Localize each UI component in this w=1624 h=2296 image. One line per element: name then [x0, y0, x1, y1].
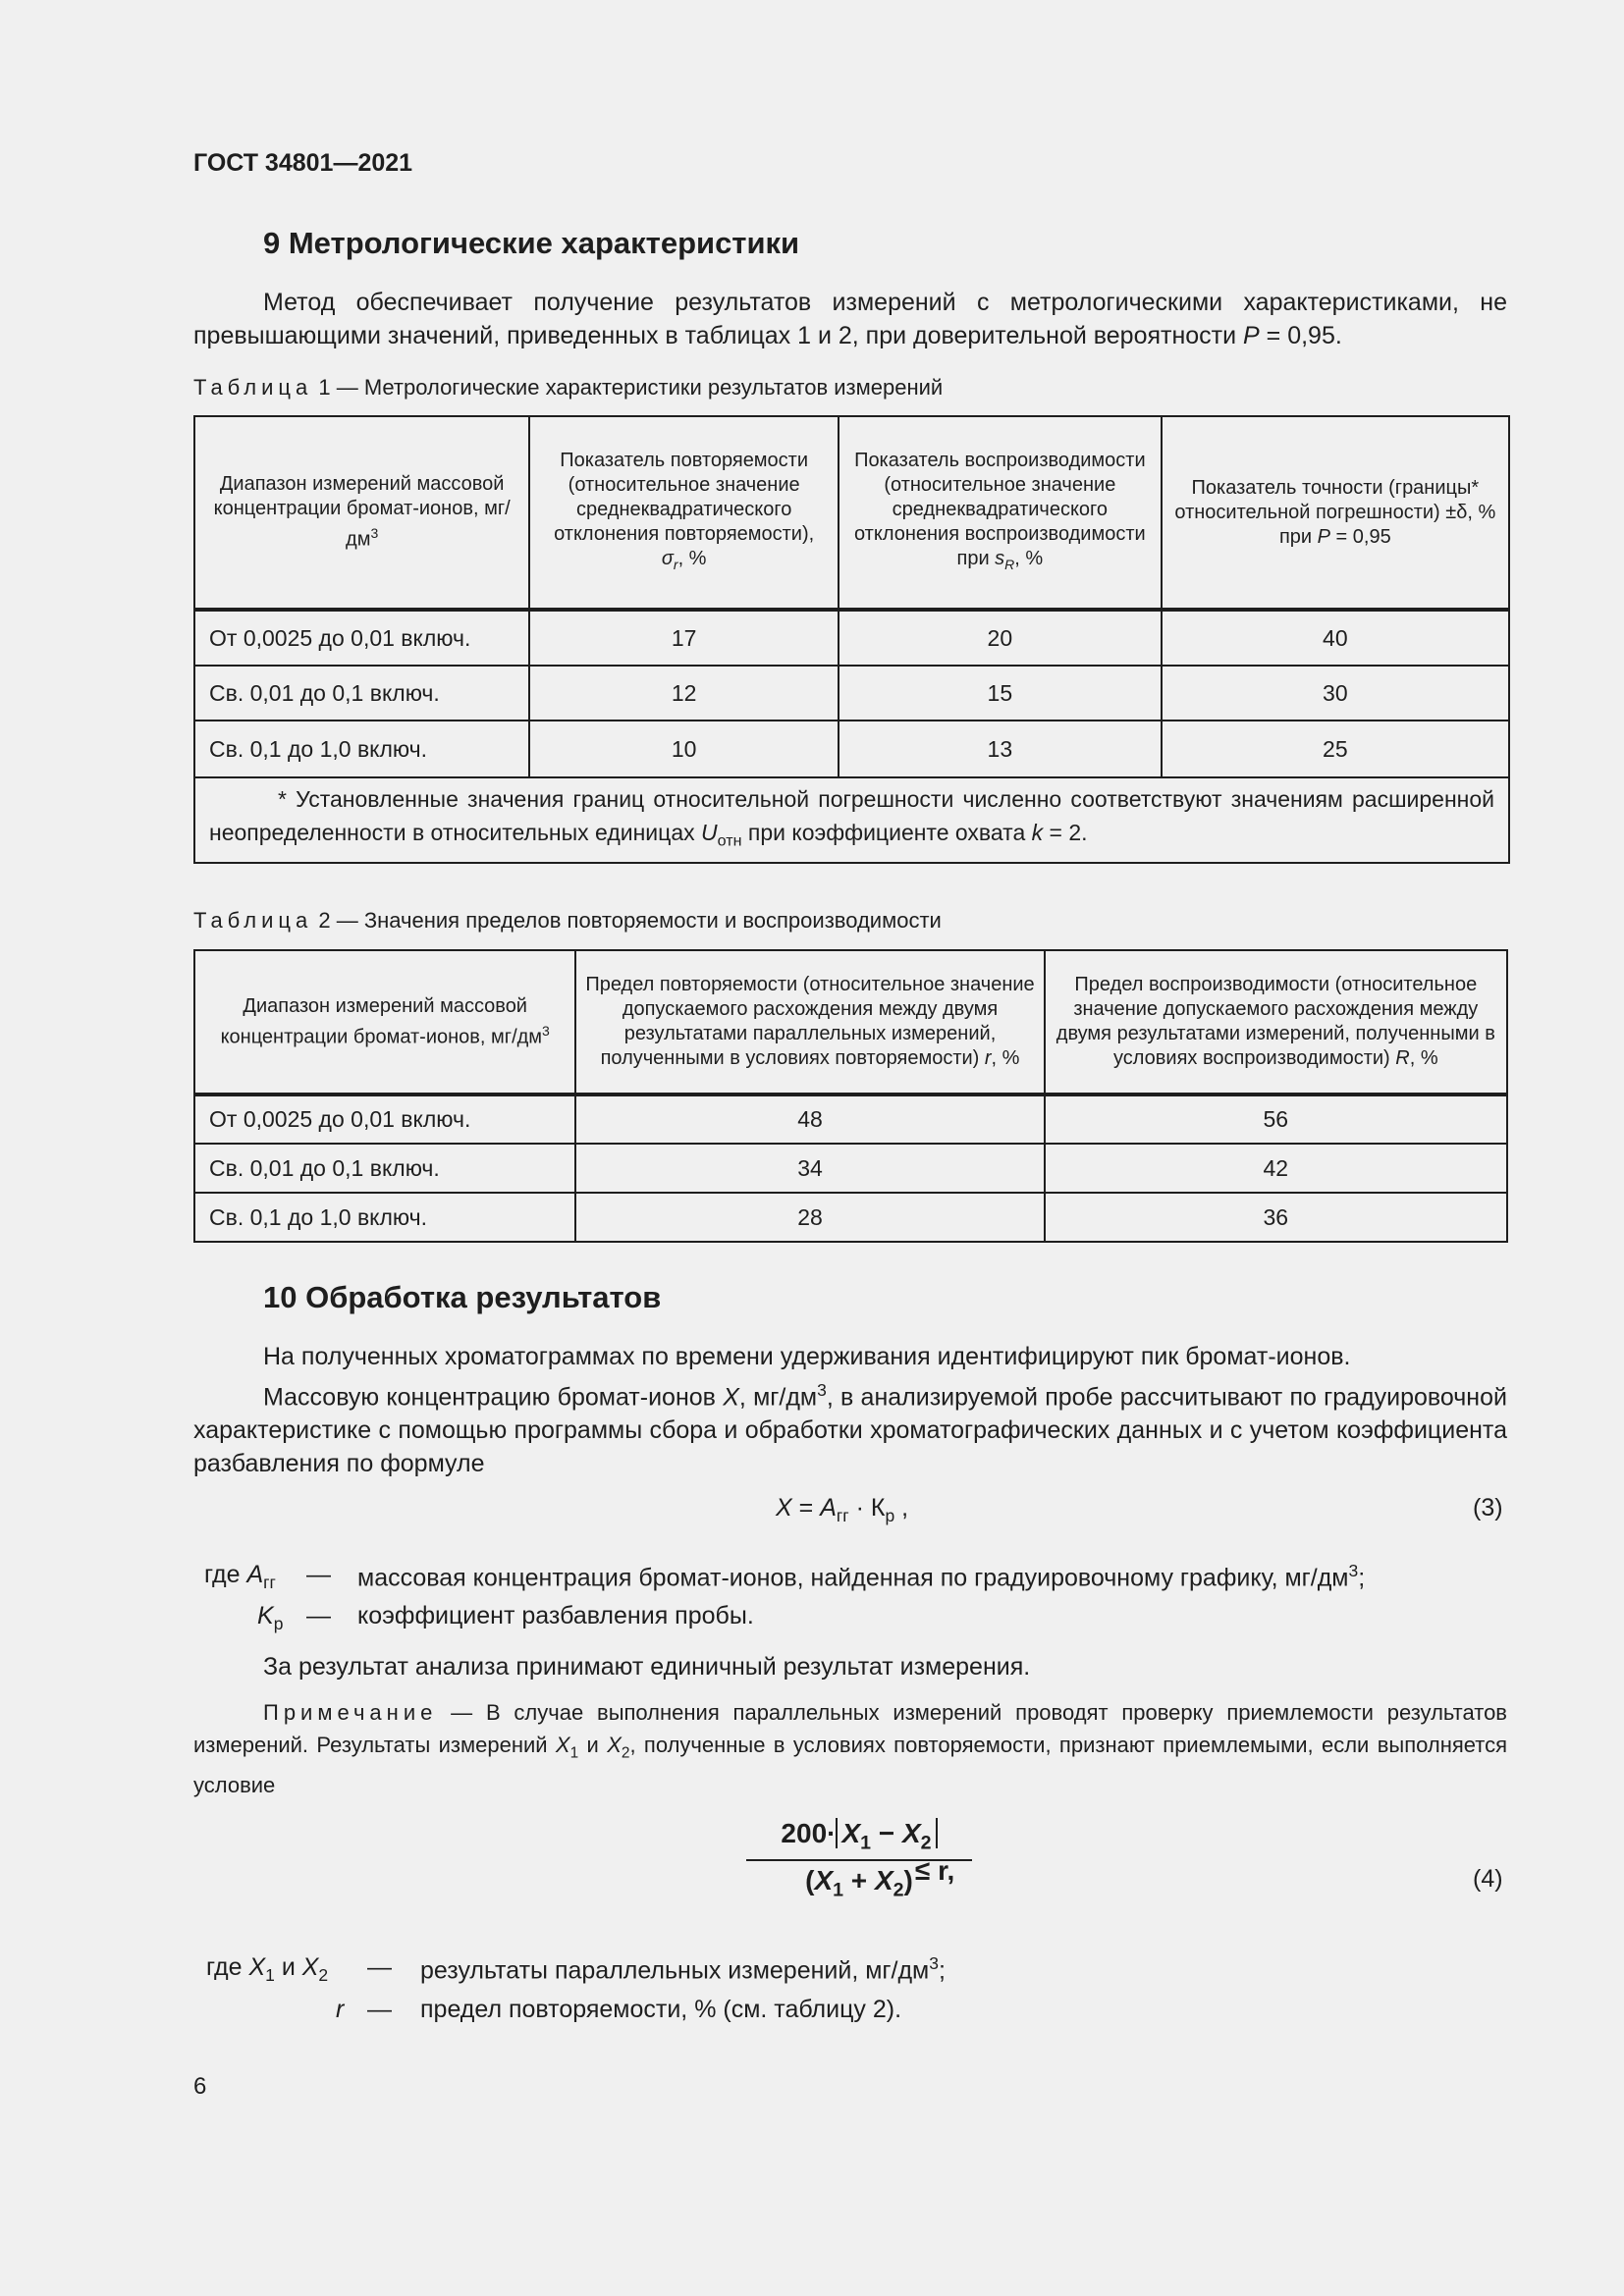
where-2-symbol-2: r: [336, 1996, 345, 2023]
formula-4-denominator: $(X_1 + X_2)$: [805, 1864, 913, 1901]
section-10-title: 10 Обработка результатов: [263, 1280, 662, 1314]
table-2-cell-range: Св. 0,1 до 1,0 включ.: [194, 1193, 575, 1242]
table-1-cell-repeatability: 17: [529, 610, 839, 666]
where-2-dash-2: —: [367, 1996, 392, 2023]
table-1-cell-reproducibility: 20: [839, 610, 1162, 666]
table-1-cell-reproducibility: 15: [839, 666, 1162, 721]
table-1-cell-range: От 0,0025 до 0,01 включ.: [194, 610, 529, 666]
table-1-header-repeatability: Показатель повторяемости (относительное значение среднеквадратического отклонения повторяемости), $\sigma_r$, %: [529, 416, 839, 610]
section-9-intro: Метод обеспечивает получение результатов измерений с метрологическими характеристиками, не превышающими значений, приведенных в таблицах 1 и 2, при доверительной вероятности P = 0,95.: [193, 289, 1507, 349]
table-2-header-reproducibility-limit: Предел воспроизводимости (относительное значение допускаемого расхождения между двумя результатами измерений, полученными в условиях воспроизводимости) R, %: [1045, 950, 1507, 1095]
table-1-header-accuracy: Показатель точности (границы* относительной погрешности) ±δ, % при P = 0,95: [1162, 416, 1509, 610]
table-1-cell-range: Св. 0,1 до 1,0 включ.: [194, 721, 529, 777]
table-1-cell-range: Св. 0,01 до 0,1 включ.: [194, 666, 529, 721]
table-row: [194, 721, 1509, 777]
table-1-cell-accuracy: 25: [1162, 721, 1509, 777]
table-1: [193, 415, 1510, 864]
table-row: [194, 1193, 1507, 1242]
formula-3: $X = A_{гг} \cdot К_р$ ,: [776, 1494, 909, 1525]
where-1-symbol-2: $K_р$: [257, 1602, 284, 1633]
where-2-definition-2: предел повторяемости, % (см. таблицу 2).: [420, 1996, 902, 2023]
table-2-cell-r: 28: [575, 1193, 1044, 1242]
table-1-header-row: [194, 416, 1509, 610]
table-2-header-repeatability-limit: Предел повторяемости (относительное значение допускаемого расхождения между двумя результатами параллельных измерений, полученными в условиях повторяемости) r, %: [575, 950, 1044, 1095]
table-row: [194, 1144, 1507, 1193]
formula-3-number: (3): [1473, 1494, 1503, 1522]
table-1-cell-repeatability: 10: [529, 721, 839, 777]
table-2-cell-range: Св. 0,01 до 0,1 включ.: [194, 1144, 575, 1193]
formula-4-numerator: $200\cdot X_1 - X_2$: [746, 1818, 972, 1861]
table-2-header-row: [194, 950, 1507, 1095]
document-header: ГОСТ 34801—2021: [193, 149, 413, 177]
where-2-dash: —: [367, 1953, 392, 1981]
table-row: [194, 1095, 1507, 1144]
section-9-title: 9 Метрологические характеристики: [263, 226, 800, 260]
table-1-footnote-row: [194, 777, 1509, 863]
formula-4-tail: ≤ r,: [915, 1855, 955, 1886]
where-1-lead: где $A_{гг}$: [204, 1561, 276, 1592]
section-10-paragraph-3: За результат анализа принимают единичный результат измерения.: [263, 1653, 1031, 1681]
where-2-lead: где $X_1$ и $X_2$: [206, 1953, 329, 1985]
table-row: [194, 666, 1509, 721]
table-2-cell-range: От 0,0025 до 0,01 включ.: [194, 1095, 575, 1144]
table-1-cell-accuracy: 30: [1162, 666, 1509, 721]
table-2: [193, 949, 1508, 1243]
section-10-paragraph-2: Массовую концентрацию бромат-ионов X, $мг/дм^3$, в анализируемой пробе рассчитывают по градуировочной характеристике с помощью программы сбора и обработки хроматографических данных и с учетом коэффициента разбавления по формуле: [193, 1380, 1507, 1478]
where-1-definition: массовая концентрация бромат-ионов, найденная по градуировочному графику, $мг/дм^3$;: [357, 1561, 1366, 1592]
page-number: 6: [193, 2073, 207, 2100]
table-2-cell-r: 48: [575, 1095, 1044, 1144]
table-2-cell-R: 36: [1045, 1193, 1507, 1242]
table-1-caption: Таблица 1 — Метрологические характеристики результатов измерений: [193, 375, 944, 400]
table-1-cell-reproducibility: 13: [839, 721, 1162, 777]
table-1-cell-accuracy: 40: [1162, 610, 1509, 666]
where-1-dash-2: —: [306, 1602, 331, 1629]
table-1-header-reproducibility: Показатель воспроизводимости (относительное значение среднеквадратического отклонения воспроизводимости при $s_R$, %: [839, 416, 1162, 610]
table-2-header-range: Диапазон измерений массовой концентрации бромат-ионов, $мг/дм^3$: [194, 950, 575, 1095]
table-2-cell-r: 34: [575, 1144, 1044, 1193]
section-10-paragraph-1: На полученных хроматограммах по времени удерживания идентифицируют пик бромат-ионов.: [263, 1343, 1351, 1370]
table-row: [194, 610, 1509, 666]
table-2-cell-R: 56: [1045, 1095, 1507, 1144]
table-2-caption: Таблица 2 — Значения пределов повторяемости и воспроизводимости: [193, 908, 942, 933]
where-2-definition: результаты параллельных измерений, $мг/дм^3$;: [420, 1953, 946, 1985]
table-1-cell-repeatability: 12: [529, 666, 839, 721]
note: Примечание — В случае выполнения параллельных измерений проводят проверку приемлемости результатов измерений. Результаты измерений $X_1$ и $X_2$, полученные в условиях повторяемости, признают приемлемыми, если выполняется условие: [193, 1700, 1508, 1798]
table-1-footnote: * Установленные значения границ относительной погрешности численно соответствуют значениям расширенной неопределенности в относительных единицах $U_{отн}$ при коэффициенте охвата k = 2.: [194, 777, 1509, 863]
table-1-header-range: Диапазон измерений массовой концентрации бромат-ионов, $мг/дм^3$: [194, 416, 529, 610]
table-2-cell-R: 42: [1045, 1144, 1507, 1193]
formula-4-number: (4): [1473, 1865, 1503, 1893]
where-1-dash: —: [306, 1561, 331, 1588]
where-1-definition-2: коэффициент разбавления пробы.: [357, 1602, 754, 1629]
